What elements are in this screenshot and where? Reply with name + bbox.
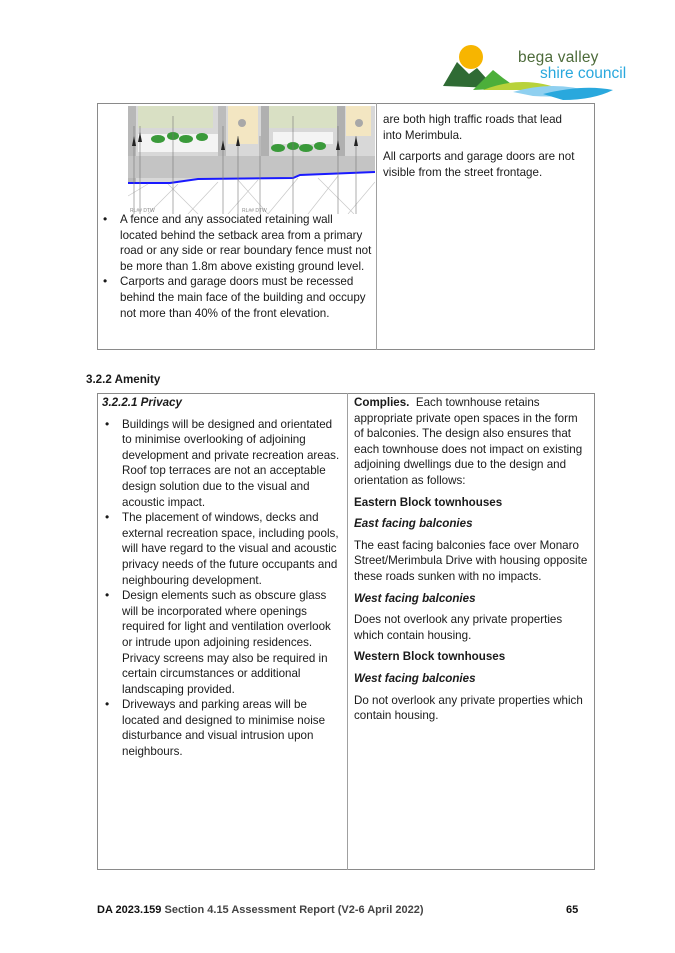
privacy-bullets <box>102 417 344 760</box>
svg-text:RL## DTW: RL## DTW <box>242 208 267 214</box>
bullet-carports-recessed: • Carports and garage doors must be recessed behind the main face of the building and occupy not more than 40% of the front elevation. <box>100 274 372 321</box>
logo-text-line2: shire council <box>540 65 627 82</box>
privacy-compliance-cell <box>354 395 590 730</box>
amenity-table-divider <box>347 393 348 870</box>
bullet-obscure-glass: • Design elements such as obscure glass will be incorporated where openings required for light and ventilation overlook or intrude upon adjoining residences. Privacy screens may also be required in certain circumstances or additional landscaping provided. <box>102 588 344 697</box>
section-heading-amenity: 3.2.2 Amenity <box>86 373 161 386</box>
top-left-bullets <box>100 212 372 321</box>
elevation-drawing-icon <box>128 106 375 214</box>
western-west-heading: West facing balconies <box>354 671 476 685</box>
bullet-driveways: • Driveways and parking areas will be located and designed to minimise noise disturbance and visual intrusion upon neighbours. <box>102 697 344 759</box>
eastern-west-text: Does not overlook any private properties which contain housing. <box>354 613 563 642</box>
compliance-intro <box>354 395 590 489</box>
top-right-paragraph-1: are both high traffic roads that lead into Merimbula. <box>383 113 562 142</box>
bullet-overlooking: • Buildings will be designed and orientated to minimise overlooking of adjoining development and private recreation areas. Roof top terraces are not an acceptable design solution due to the visual and acoustic impact. <box>102 417 344 511</box>
eastern-east-heading: East facing balconies <box>354 517 473 531</box>
bullet-windows-decks: • The placement of windows, decks and external recreation space, including pools, will have regard to the visual and acoustic privacy needs of the future occupants and neighbouring development. <box>102 510 344 588</box>
eastern-block-heading: Eastern Block townhouses <box>354 495 503 509</box>
privacy-subheading: 3.2.2.1 Privacy <box>102 396 182 409</box>
svg-text:RL## DTW: RL## DTW <box>130 208 155 214</box>
top-table-divider <box>376 103 377 350</box>
footer-report-title: Section 4.15 Assessment Report (V2-6 April 2022) <box>164 904 424 916</box>
eastern-west-heading: West facing balconies <box>354 591 476 605</box>
top-table-left-cell <box>100 212 372 321</box>
compliance-intro-text: Each townhouse retains appropriate private open spaces in the form of balconies. The design also ensures that each townhouse does not impact on existing adjoining dwellings due to the design and orientation as follows: <box>354 396 583 487</box>
western-block-heading: Western Block townhouses <box>354 650 506 664</box>
bullet-fence-height: • A fence and any associated retaining wall located behind the setback area from a primary road or any side or rear boundary fence must not be more than 1.8m above existing ground level. <box>100 212 372 274</box>
logo-text-line1: bega valley <box>518 49 599 66</box>
eastern-east-text: The east facing balconies face over Monaro Street/Merimbula Drive with housing opposite these roads sunken with no impacts. <box>354 538 588 583</box>
western-west-text: Do not overlook any private properties which contain housing. <box>354 693 583 723</box>
street-elevation-drawing <box>128 106 375 214</box>
top-right-paragraph-2: All carports and garage doors are not visible from the street frontage. <box>383 150 575 179</box>
complies-label: Complies. <box>354 396 410 409</box>
footer-doc-id: DA 2023.159 <box>97 904 162 916</box>
privacy-control-cell <box>102 395 344 760</box>
page-number: 65 <box>566 904 579 916</box>
footer-document-title <box>97 904 424 916</box>
top-table-right-cell <box>383 112 583 186</box>
